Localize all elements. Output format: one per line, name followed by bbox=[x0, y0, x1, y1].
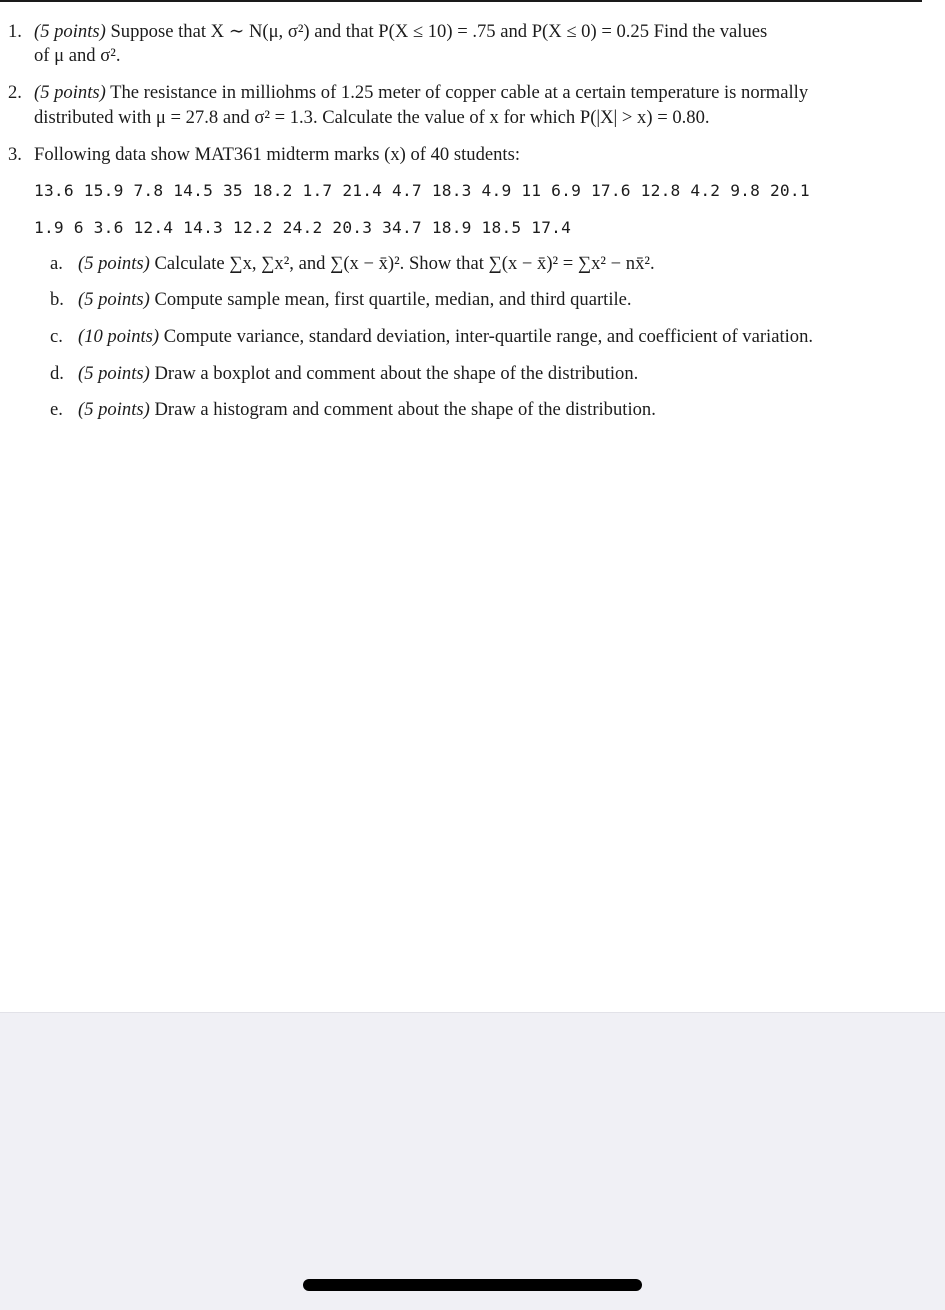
part-d-points: (5 points) bbox=[78, 363, 150, 384]
problem-1-number: 1. bbox=[8, 21, 22, 42]
part-b bbox=[50, 289, 632, 311]
problem-3-intro: Following data show MAT361 midterm marks (x) of 40 students: bbox=[34, 144, 520, 165]
part-e-points: (5 points) bbox=[78, 399, 150, 420]
problem-2-line-2: distributed with μ = 27.8 and σ² = 1.3. Calculate the value of x for which P(|X| > x) = 0.80. bbox=[34, 107, 710, 128]
problem-2-number: 2. bbox=[8, 82, 22, 103]
part-d bbox=[50, 363, 638, 385]
problem-1-text-1: Suppose that X ∼ N(μ, σ²) and that P(X ≤ 10) = .75 and P(X ≤ 0) = 0.25 Find the values bbox=[110, 21, 768, 42]
part-b-text: Compute sample mean, first quartile, median, and third quartile. bbox=[154, 289, 632, 310]
part-c-label: c. bbox=[50, 326, 63, 347]
problem-2-line-1 bbox=[34, 82, 808, 104]
part-b-points: (5 points) bbox=[78, 289, 150, 310]
problem-1-line-2: of μ and σ². bbox=[34, 45, 121, 66]
bottom-background bbox=[0, 1012, 945, 1310]
data-values-line-2: 1.9 6 3.6 12.4 14.3 12.2 24.2 20.3 34.7 18.9 18.5 17.4 bbox=[34, 218, 572, 237]
part-e-label: e. bbox=[50, 399, 63, 420]
part-a bbox=[50, 253, 655, 275]
part-e bbox=[50, 399, 656, 421]
top-rule bbox=[0, 0, 922, 2]
part-c-text: Compute variance, standard deviation, inter-quartile range, and coefficient of variation. bbox=[163, 326, 814, 347]
part-d-label: d. bbox=[50, 363, 64, 384]
problem-3-number: 3. bbox=[8, 144, 22, 165]
part-e-text: Draw a histogram and comment about the shape of the distribution. bbox=[154, 399, 656, 420]
problem-1-points: (5 points) bbox=[34, 21, 106, 42]
problem-1-line-1 bbox=[34, 21, 767, 43]
part-c-points: (10 points) bbox=[78, 326, 160, 347]
part-a-points: (5 points) bbox=[78, 253, 150, 274]
part-b-label: b. bbox=[50, 289, 64, 310]
part-a-label: a. bbox=[50, 253, 63, 274]
data-values-line-1: 13.6 15.9 7.8 14.5 35 18.2 1.7 21.4 4.7 18.3 4.9 11 6.9 17.6 12.8 4.2 9.8 20.1 bbox=[34, 181, 810, 200]
problem-2-points: (5 points) bbox=[34, 82, 106, 103]
problem-2-text-1: The resistance in milliohms of 1.25 meter of copper cable at a certain temperature is normally bbox=[110, 82, 809, 103]
home-indicator-bar[interactable] bbox=[303, 1279, 642, 1291]
part-a-text: Calculate ∑x, ∑x², and ∑(x − x̄)². Show that ∑(x − x̄)² = ∑x² − nx̄². bbox=[154, 253, 655, 274]
part-d-text: Draw a boxplot and comment about the shape of the distribution. bbox=[154, 363, 639, 384]
part-c bbox=[50, 326, 813, 348]
